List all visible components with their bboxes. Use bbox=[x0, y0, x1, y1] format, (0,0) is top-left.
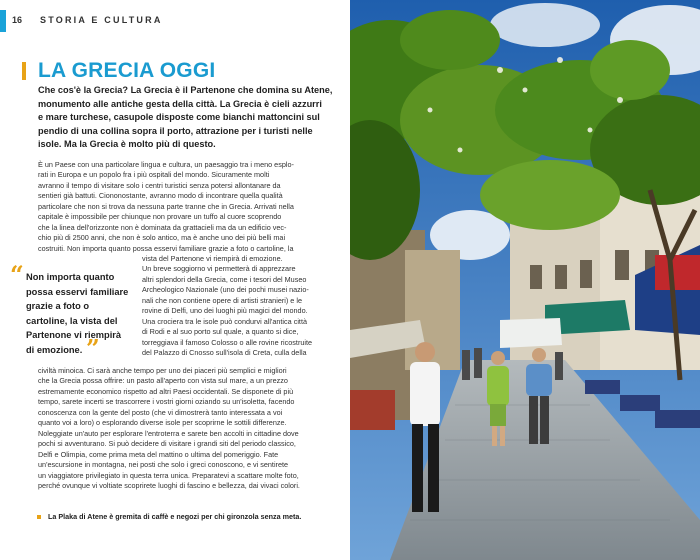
body-paragraph-narrow bbox=[142, 254, 343, 359]
cloud bbox=[490, 3, 600, 47]
body-line: quanto voi a loro) o esplorando diverse isole per scoprirne le sottili differenze. bbox=[38, 418, 287, 428]
section-label: STORIA E CULTURA bbox=[40, 15, 163, 25]
pullquote-close-mark: ” bbox=[86, 334, 100, 363]
body-line: capitale è impossibile per chiunque non provare un tuffo al cuore scoprendo bbox=[38, 212, 282, 222]
street-photo bbox=[350, 0, 700, 560]
pullquote-line: possa esservi familiare bbox=[26, 286, 129, 297]
body-line: particolare che non si trova da nessuna parte tranne che in Grecia. Arrivati nella bbox=[38, 201, 294, 211]
page-header bbox=[0, 10, 350, 32]
body-line: Noleggiate un'auto per esplorare l'entroterra e sarete ben accolti in cittadine dove bbox=[38, 428, 299, 438]
caption-bullet bbox=[37, 515, 41, 519]
body-line: vista del Partenone vi riempirà di emozione. bbox=[142, 254, 283, 263]
body-line: avranno il tempo di visitare solo i centri turistici senza potersi allontanare da bbox=[38, 180, 281, 190]
pullquote-line: di emozione. bbox=[26, 344, 83, 355]
intro-line: isole. Ma la Grecia è molto più di questo. bbox=[38, 139, 216, 150]
pullquote-line: cartoline, la vista del bbox=[26, 315, 118, 326]
body-line: che la Grecia possa offrire: un pasto all'aperto con vista sul mare, a un prezzo bbox=[38, 376, 288, 386]
body-paragraph-top bbox=[38, 160, 343, 254]
body-line: È un Paese con una particolare lingua e cultura, un paesaggio tra i meno esplo- bbox=[38, 160, 294, 169]
article-intro bbox=[38, 84, 343, 152]
body-line: un viaggiatore privilegiato in questa terra unica. Preparatevi a scattare molte foto, bbox=[38, 470, 299, 480]
body-line: che la linea dell'orizzonte non è dominata da grattacieli ma da un edificio vec- bbox=[38, 222, 287, 232]
pullquote-line: Non importa quanto bbox=[26, 272, 115, 282]
body-line: Una crociera tra le isole può condurvi all'antica città bbox=[142, 316, 307, 326]
title-accent-bar bbox=[22, 62, 26, 80]
body-line: del Palazzo di Cnosso sull'isola di Creta, culla della bbox=[142, 348, 307, 358]
body-line: sentieri già battuti. Ciononostante, avranno modo di incontrare quella qualità bbox=[38, 191, 283, 201]
body-line: altri splendori della Grecia, come i tesori del Museo bbox=[142, 274, 307, 284]
intro-line: pendio di una collina sopra il porto, attrazione per i turisti nelle bbox=[38, 125, 313, 136]
body-line: Un breve soggiorno vi permetterà di apprezzare bbox=[142, 264, 296, 274]
body-line: chio più di 2500 anni, che non è solo antico, ma è anche uno dei più belli mai bbox=[38, 233, 286, 243]
pullquote bbox=[26, 270, 138, 358]
body-line: di Rodi e al suo porto sul quale, a quanto si dice, bbox=[142, 327, 299, 337]
body-line: nali che non contiene opere di artisti stranieri) e le bbox=[142, 295, 302, 305]
awning bbox=[500, 318, 562, 348]
intro-line: e mare turchese, casupole disposte come bianchi mattoncini sul bbox=[38, 112, 320, 123]
intro-line: monumento alle antiche gesta della città. La Grecia è cieli azzurri bbox=[38, 98, 322, 109]
intro-line: Che cos'è la Grecia? La Grecia è il Partenone che domina su Atene, bbox=[38, 85, 333, 95]
body-line: civiltà minoica. Ci sarà anche tempo per uno dei piaceri più semplici e migliori bbox=[38, 366, 287, 375]
body-line: Archeologico Nazionale (uno dei pochi musei nazio- bbox=[142, 285, 309, 295]
article-title: LA GRECIA OGGI bbox=[38, 59, 216, 82]
body-line: tempo, sarete incerti se trascorrere i vostri giorni oziando su un'isoletta, facendo bbox=[38, 397, 295, 407]
body-line: rati in Europa e un popolo fra i più ospitali del mondo. Sicuramente molti bbox=[38, 170, 270, 180]
body-line: un'escursione in montagna, nei posti che solo i greci conoscono, e vi sentirete bbox=[38, 460, 289, 470]
body-line: perché ovunque vi voltiate scoprirete luoghi di fascino e bellezza, dai vivaci colori. bbox=[38, 480, 300, 490]
photo-caption: La Plaka di Atene è gremita di caffè e negozi per chi gironzola senza meta. bbox=[48, 512, 302, 521]
pullquote-line: grazie a foto o bbox=[26, 301, 90, 312]
body-line: pochi si avventurano. Si può decidere di visitare i grandi siti del periodo classico, bbox=[38, 439, 296, 449]
page-number: 16 bbox=[12, 15, 23, 25]
pullquote-open-mark: “ bbox=[10, 260, 24, 289]
body-line: rovine di Delfi, uno dei luoghi più magici del mondo. bbox=[142, 306, 308, 316]
body-line: estremamente economico rispetto ad altri Paesi occidentali. Se disponete di più bbox=[38, 386, 294, 396]
body-line: Delfi e Olimpia, come prima meta del mattino o ultima del pomeriggio. Fate bbox=[38, 449, 279, 459]
body-paragraph-bottom bbox=[38, 366, 343, 491]
body-line: torreggiava il famoso Colosso o alle rovine ricostruite bbox=[142, 337, 313, 347]
right-page bbox=[350, 0, 700, 560]
sign bbox=[655, 255, 700, 290]
body-line: costruiti. Non importa quanto possa esservi familiare grazie a foto o cartoline, la bbox=[38, 243, 294, 253]
cafe-tables bbox=[350, 390, 395, 430]
pullquote-line: Partenone vi riempirà bbox=[26, 330, 122, 341]
body-line: conoscenza con la gente del posto (che vi dimostrerà tanto interessata a voi bbox=[38, 407, 283, 417]
